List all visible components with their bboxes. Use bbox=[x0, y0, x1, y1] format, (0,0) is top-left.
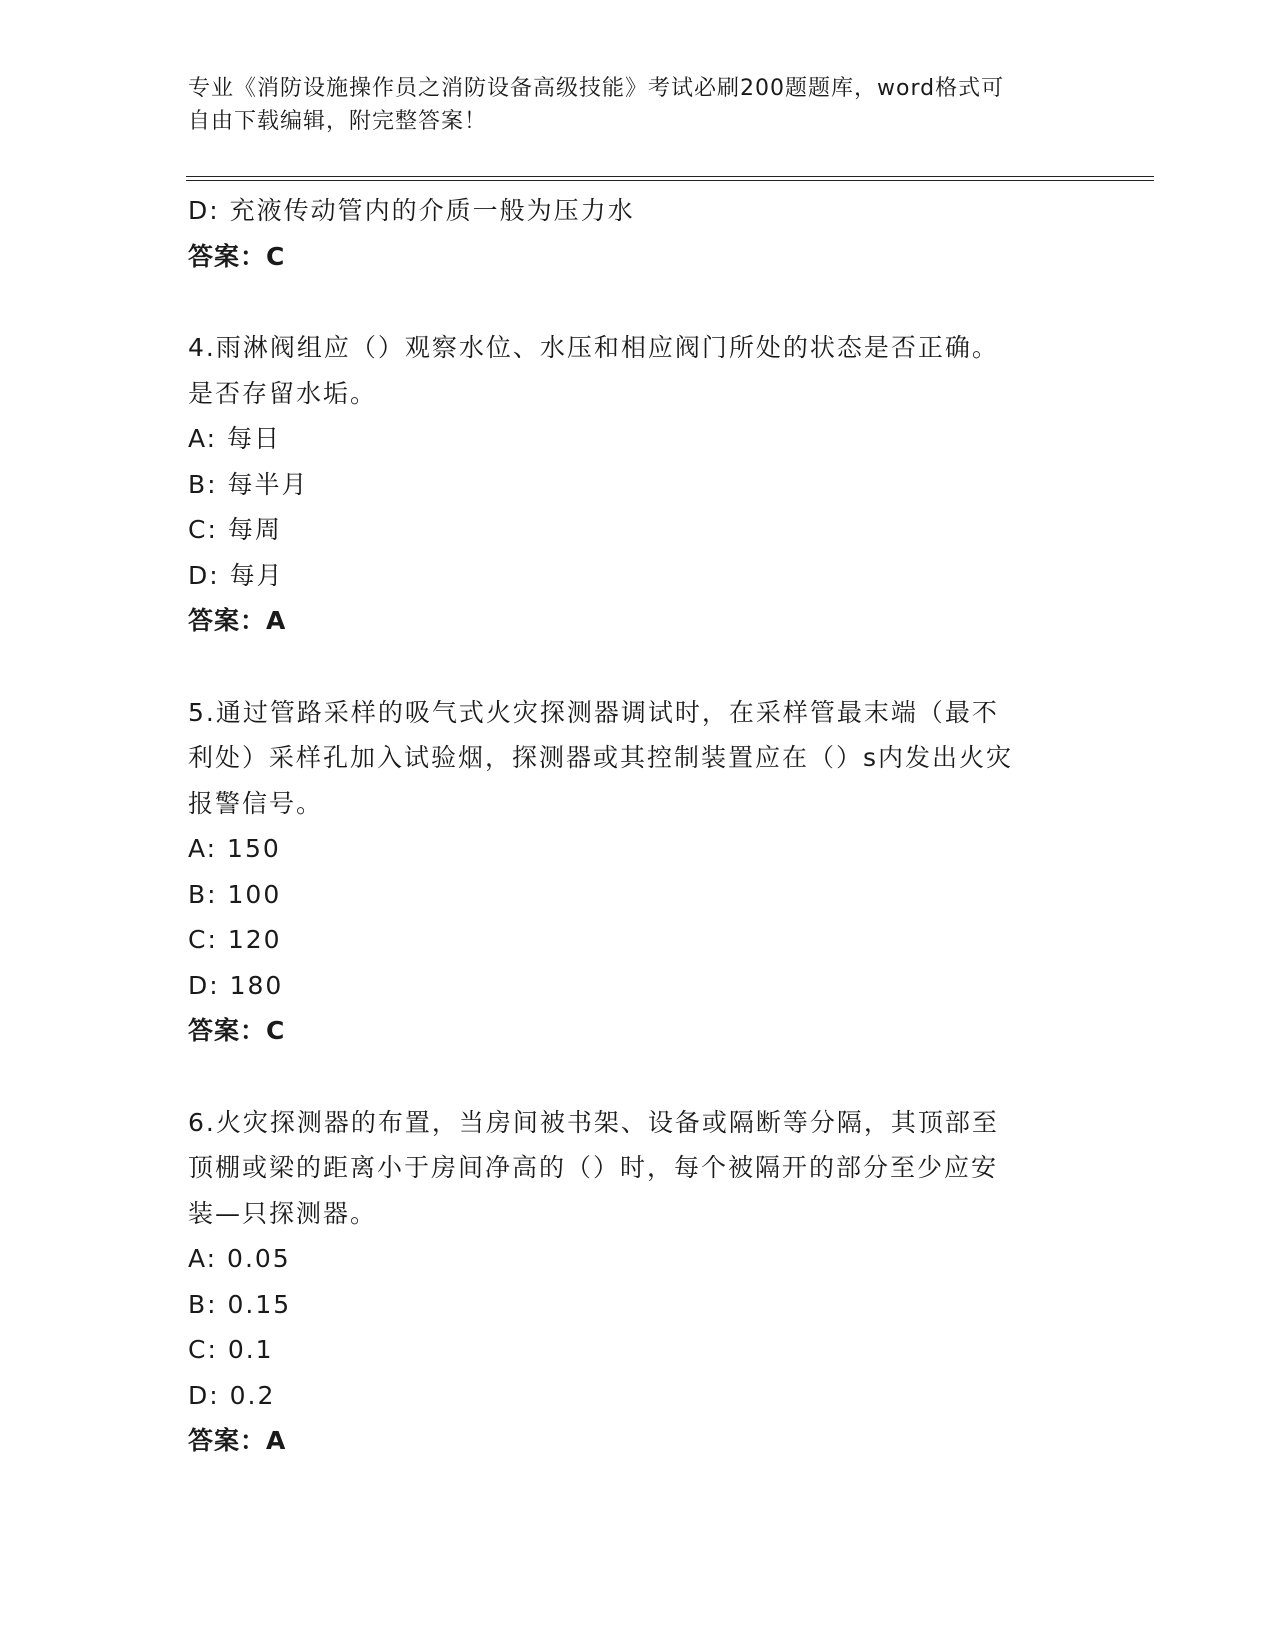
question-6 bbox=[188, 1100, 1088, 1464]
question-list bbox=[188, 188, 1088, 1464]
option-d: D: 180 bbox=[188, 970, 284, 1000]
question-text-line: 4.雨淋阀组应（）观察水位、水压和相应阀门所处的状态是否正确。 bbox=[188, 333, 999, 362]
question-text-line: 顶棚或梁的距离小于房间净高的（）时，每个被隔开的部分至少应安 bbox=[188, 1153, 999, 1182]
option-c: C: 0.1 bbox=[188, 1335, 274, 1364]
question-text-line: 5.通过管路采样的吸气式火灾探测器调试时，在采样管最末端（最不 bbox=[188, 697, 999, 727]
question-text-line: 6.火灾探测器的布置，当房间被书架、设备或隔断等分隔，其顶部至 bbox=[188, 1107, 999, 1137]
header-divider bbox=[186, 176, 1154, 181]
option-b: B: 100 bbox=[188, 879, 282, 909]
header-line-2: 自由下载编辑，附完整答案！ bbox=[188, 109, 488, 134]
answer-line: 答案：A bbox=[188, 1426, 287, 1455]
option-d: D: 每月 bbox=[188, 560, 284, 590]
question-4 bbox=[188, 325, 1088, 644]
option-c: C: 每周 bbox=[188, 515, 282, 544]
header-line-1: 专业《消防设施操作员之消防设备高级技能》考试必刷200题题库，word格式可 bbox=[188, 76, 1005, 101]
question-text-line: 报警信号。 bbox=[188, 788, 324, 818]
option-d: D: 充液传动管内的介质一般为压力水 bbox=[188, 196, 635, 225]
answer-line: 答案：C bbox=[188, 1016, 286, 1045]
question-text-line: 利处）采样孔加入试验烟，探测器或其控制装置应在（）s内发出火灾 bbox=[188, 743, 1014, 772]
question-text-line: 是否存留水垢。 bbox=[188, 378, 378, 408]
previous-question-tail bbox=[188, 188, 1088, 279]
option-b: B: 0.15 bbox=[188, 1289, 292, 1319]
option-d: D: 0.2 bbox=[188, 1380, 276, 1410]
question-text-line: 装—只探测器。 bbox=[188, 1198, 378, 1228]
option-a: A: 150 bbox=[188, 834, 281, 863]
answer-line: 答案：C bbox=[188, 241, 286, 271]
answer-line: 答案：A bbox=[188, 606, 287, 635]
question-5 bbox=[188, 690, 1088, 1054]
option-c: C: 120 bbox=[188, 925, 282, 954]
option-b: B: 每半月 bbox=[188, 469, 309, 499]
option-a: A: 0.05 bbox=[188, 1244, 291, 1273]
option-a: A: 每日 bbox=[188, 424, 282, 453]
document-header bbox=[188, 72, 1088, 138]
